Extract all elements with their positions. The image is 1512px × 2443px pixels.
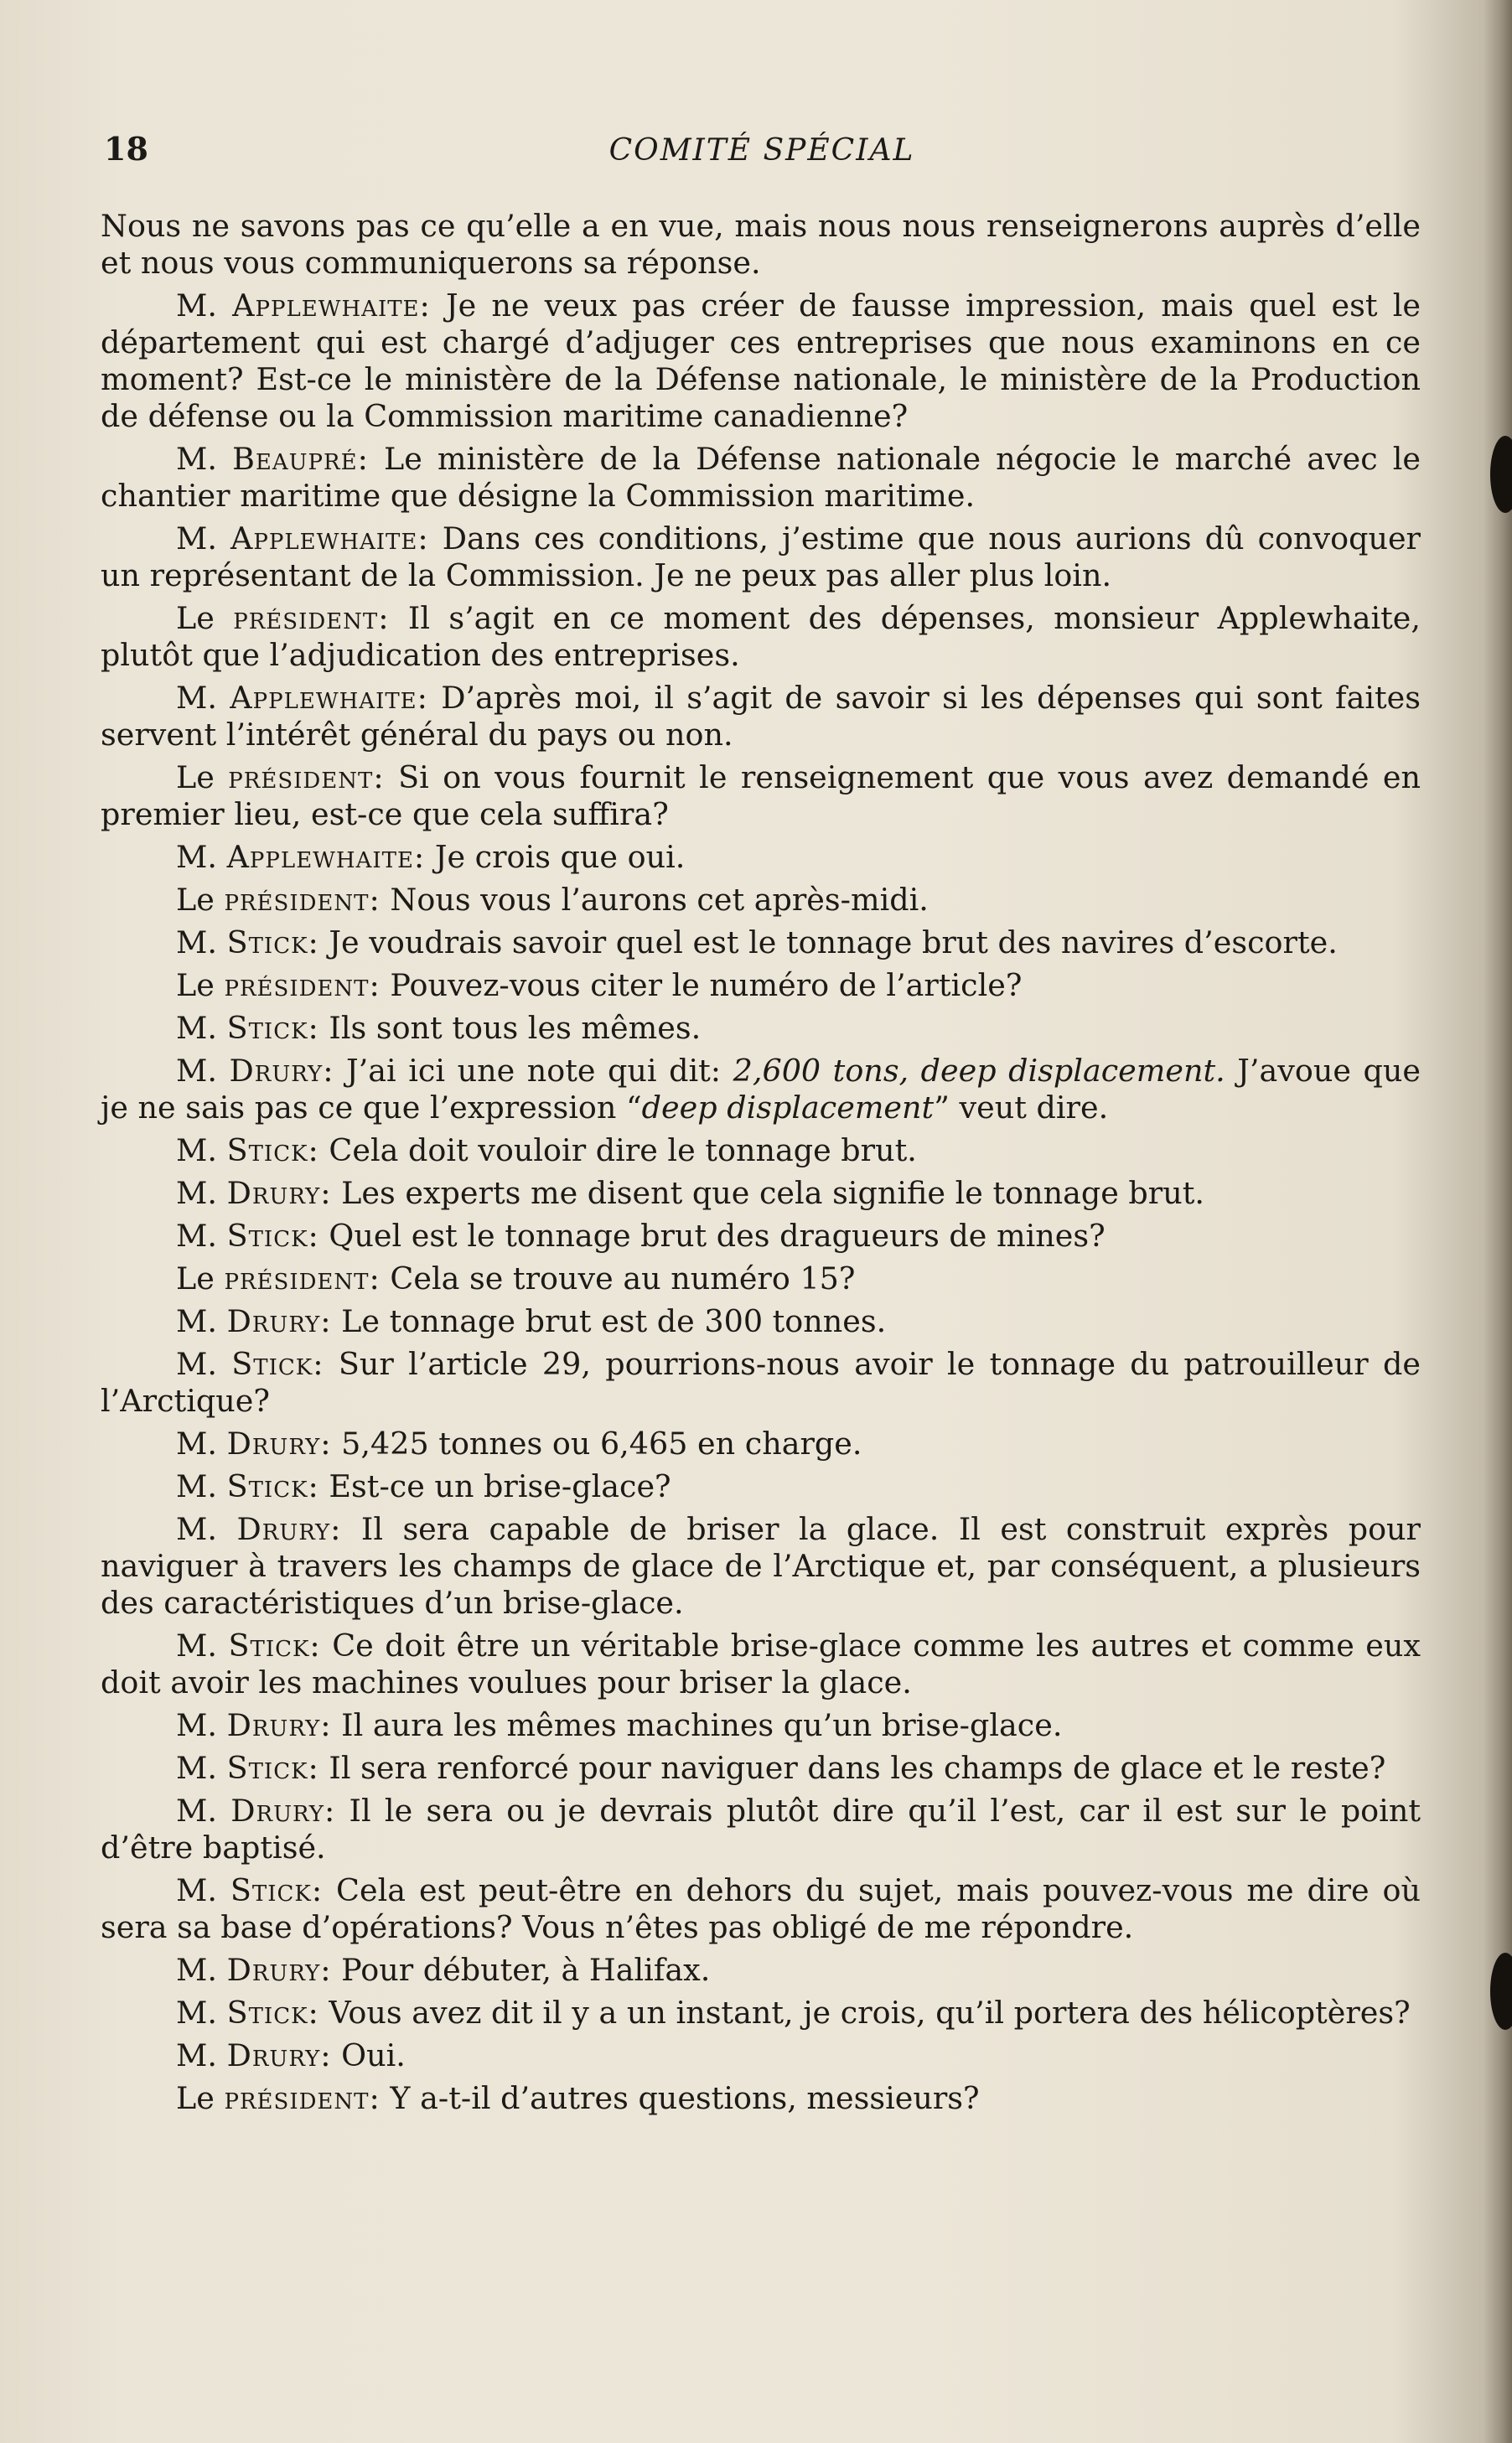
speaker-prefix: M. [176,1750,227,1786]
transcript-paragraph [101,1628,1421,1701]
speech-text: Je ne veux pas créer de fausse impression, mais quel est le département qui est chargé d’adjuger ces entreprises que nous examinons en ce moment? Est-ce le ministère de la Défense nationale, le ministère de la Production de défense ou la Commission maritime canadienne? [101,287,1421,434]
speaker-prefix: M. [176,839,227,875]
speaker-name: Stick: [226,1750,319,1786]
transcript-paragraph [101,1426,1421,1462]
speaker-prefix: M. [176,1010,227,1046]
speaker-name: président: [224,2080,381,2116]
speaker-prefix: M. [176,1346,232,1382]
transcript-paragraph [101,1511,1421,1622]
transcript-paragraph [101,441,1421,515]
speaker-name: Drury: [226,2037,332,2073]
speaker-name: président: [224,967,381,1003]
speaker-prefix: M. [176,1468,227,1504]
transcript-paragraph [101,1750,1421,1787]
transcript-paragraph [101,208,1421,282]
speech-text: Si on vous fournit le renseignement que vous avez demandé en premier lieu, est-ce que cela suffira? [101,759,1421,832]
speech-text: Sur l’article 29, pourrions-nous avoir le tonnage du patrouilleur de l’Arctique? [101,1346,1421,1419]
speech-text: Cela doit vouloir dire le tonnage brut. [318,1132,917,1168]
speaker-prefix: Le [176,759,229,795]
running-head: COMITÉ SPÉCIAL [608,133,915,168]
speaker-prefix: M. [176,680,230,716]
speaker-prefix: Le [176,967,225,1003]
transcript-body [101,208,1421,2123]
page-number: 18 [104,130,148,168]
speaker-name: Stick: [226,924,319,960]
speaker-name: Beaupré: [232,441,369,477]
speech-text: Je voudrais savoir quel est le tonnage brut des navires d’escorte. [318,924,1338,960]
transcript-paragraph [101,1995,1421,2032]
speaker-name: Stick: [226,1132,319,1168]
speaker-prefix: M. [176,924,227,960]
speaker-prefix: M. [176,1793,231,1829]
speaker-name: Stick: [226,1468,319,1504]
speaker-name: Drury: [236,1511,342,1547]
speaker-name: Drury: [230,1793,336,1829]
speaker-prefix: Le [176,2080,225,2116]
transcript-paragraph [101,1218,1421,1255]
speaker-prefix: Le [176,600,234,636]
transcript-paragraph [101,2037,1421,2074]
speaker-prefix: Le [176,1260,225,1297]
transcript-paragraph [101,600,1421,674]
speech-text: Ils sont tous les mêmes. [318,1010,702,1046]
transcript-paragraph [101,967,1421,1004]
speaker-prefix: M. [176,1707,227,1743]
speech-text: Oui. [331,2037,406,2073]
transcript-paragraph [101,1952,1421,1989]
speaker-name: Stick: [228,1628,321,1664]
speaker-name: Stick: [226,1995,319,2031]
speaker-name: Drury: [226,1707,332,1743]
speaker-name: Drury: [229,1053,334,1089]
transcript-paragraph [101,1010,1421,1047]
speaker-name: Applewhaite: [232,287,431,323]
speaker-prefix: M. [176,2037,227,2073]
speaker-name: Applewhaite: [230,520,429,556]
transcript-paragraph [101,1303,1421,1340]
speaker-name: Stick: [231,1346,324,1382]
transcript-paragraph [101,1346,1421,1420]
transcript-paragraph [101,1053,1421,1126]
speaker-name: Drury: [226,1952,332,1988]
speaker-name: Applewhaite: [226,839,426,875]
transcript-paragraph [101,1707,1421,1744]
speaker-prefix: M. [176,1995,227,2031]
speech-text: ” veut dire. [934,1090,1109,1126]
transcript-paragraph [101,924,1421,961]
page-header [104,130,1420,180]
speech-text: Pour débuter, à Halifax. [331,1952,711,1988]
page-edge-shadow [1484,0,1512,2443]
speech-text: Il le sera ou je devrais plutôt dire qu’il l’est, car il est sur le point d’être baptisé. [101,1793,1421,1866]
speech-text: Il aura les mêmes machines qu’un brise-glace. [331,1707,1063,1743]
transcript-paragraph [101,680,1421,753]
speech-italic-quote: 2,600 tons, deep displacement. [733,1053,1225,1089]
speaker-name: Stick: [226,1010,319,1046]
speech-text: Est-ce un brise-glace? [318,1468,671,1504]
speaker-name: président: [233,600,390,636]
speaker-name: Stick: [230,1872,324,1908]
transcript-paragraph [101,1175,1421,1212]
speech-italic-quote: deep displacement [641,1090,935,1126]
speech-text: J’avoue que je ne sais pas ce que l’expression “ [101,1053,1421,1126]
speech-text: Le tonnage brut est de 300 tonnes. [331,1303,887,1339]
speech-text: Cela est peut-être en dehors du sujet, mais pouvez-vous me dire où sera sa base d’opérations? Vous n’êtes pas obligé de me répondre. [101,1872,1421,1945]
transcript-paragraph [101,2080,1421,2117]
speech-text: Le ministère de la Défense nationale négocie le marché avec le chantier maritime que désigne la Commission maritime. [101,441,1421,514]
speaker-prefix: M. [176,1426,227,1462]
speaker-prefix: M. [176,1303,227,1339]
speaker-prefix: M. [176,1053,230,1089]
transcript-paragraph [101,1872,1421,1946]
speaker-prefix: M. [176,1218,227,1254]
speech-text: 5,425 tonnes ou 6,465 en charge. [331,1426,862,1462]
speech-text: Il sera renforcé pour naviguer dans les champs de glace et le reste? [318,1750,1386,1786]
speaker-name: Applewhaite: [230,680,428,716]
speaker-prefix: M. [176,1511,237,1547]
transcript-paragraph [101,1468,1421,1505]
speech-text: Pouvez-vous citer le numéro de l’article? [380,967,1023,1003]
speech-text: Vous avez dit il y a un instant, je crois, qu’il portera des hélicoptères? [318,1995,1411,2031]
speech-text: Il sera capable de briser la glace. Il est construit exprès pour naviguer à travers les champs de glace de l’Arctique et, par conséquent, a plusieurs des caractéristiques d’un brise-glace. [101,1511,1421,1621]
speech-text: Il s’agit en ce moment des dépenses, monsieur Applewhaite, plutôt que l’adjudication des entreprises. [101,600,1421,673]
transcript-paragraph [101,839,1421,876]
transcript-paragraph [101,520,1421,594]
speech-text: Cela se trouve au numéro 15? [380,1260,856,1297]
transcript-paragraph [101,882,1421,919]
speech-text: Quel est le tonnage brut des dragueurs de mines? [318,1218,1106,1254]
speech-text: Y a-t-il d’autres questions, messieurs? [380,2080,980,2116]
speech-text: D’après moi, il s’agit de savoir si les dépenses qui sont faites servent l’intérêt général du pays ou non. [101,680,1421,753]
speaker-name: président: [224,1260,381,1297]
speech-text: Nous vous l’aurons cet après-midi. [380,882,929,918]
transcript-paragraph [101,759,1421,833]
speaker-prefix: M. [176,1872,230,1908]
speaker-prefix: M. [176,520,231,556]
speaker-prefix: M. [176,1132,227,1168]
speech-text: Nous ne savons pas ce qu’elle a en vue, mais nous nous renseignerons auprès d’elle et nous vous communiquerons sa réponse. [101,208,1421,281]
speaker-prefix: M. [176,287,233,323]
transcript-paragraph [101,1793,1421,1866]
speech-text: Les experts me disent que cela signifie le tonnage brut. [331,1175,1205,1211]
speaker-prefix: M. [176,441,233,477]
speaker-prefix: M. [176,1628,229,1664]
speech-text: Dans ces conditions, j’estime que nous aurions dû convoquer un représentant de la Commission. Je ne peux pas aller plus loin. [101,520,1421,593]
transcript-paragraph [101,287,1421,435]
transcript-paragraph [101,1260,1421,1297]
speaker-name: Drury: [226,1303,332,1339]
speaker-name: président: [224,882,381,918]
speaker-prefix: Le [176,882,225,918]
speaker-name: Stick: [226,1218,319,1254]
speaker-name: Drury: [226,1426,332,1462]
speaker-name: président: [228,759,385,795]
transcript-paragraph [101,1132,1421,1169]
speech-text: Ce doit être un véritable brise-glace comme les autres et comme eux doit avoir les machines voulues pour briser la glace. [101,1628,1421,1700]
speaker-prefix: M. [176,1175,227,1211]
speaker-prefix: M. [176,1952,227,1988]
speech-text: J’ai ici une note qui dit: [334,1053,733,1089]
speaker-name: Drury: [226,1175,332,1211]
speech-text: Je crois que oui. [425,839,686,875]
